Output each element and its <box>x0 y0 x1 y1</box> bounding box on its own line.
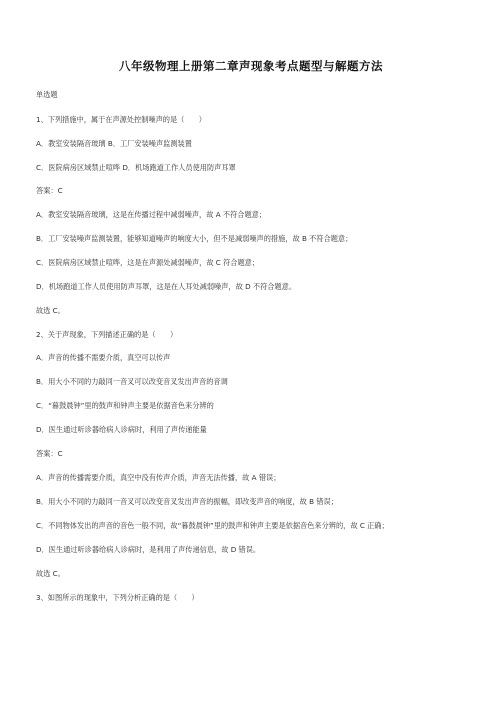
question-2-option-a: A．声音的传播不需要介质，真空可以传声 <box>36 353 171 362</box>
question-2-analysis-b: B．用大小不同的力敲同一音叉可以改变音叉发出声音的振幅，即改变声音的响度，故 B 错误； <box>36 497 338 506</box>
question-2-answer: 答案：C <box>36 449 63 458</box>
question-2-option-b: B．用大小不同的力敲同一音叉可以改变音叉发出声音的音调 <box>36 377 228 386</box>
question-2-option-d: D．医生通过听诊器给病人诊病时，利用了声传递能量 <box>36 425 207 434</box>
question-1-options-line-1: A．教室安装隔音玻璃 B．工厂安装噪声监测装置 <box>36 139 192 148</box>
question-1-stem: 1、下列措施中，属于在声源处控制噪声的是（ ） <box>36 115 206 124</box>
question-1-analysis-c: C．医院病房区域禁止喧哗，这是在声源处减弱噪声，故 C 符合题意； <box>36 258 260 267</box>
question-1-conclusion: 故选 C。 <box>36 306 65 315</box>
question-2-analysis-a: A．声音的传播需要介质，真空中没有传声介质，声音无法传播，故 A 错误； <box>36 473 281 482</box>
question-2-analysis-c: C．不同物体发出的声音的音色一般不同，故“暮鼓晨钟”里的鼓声和钟声主要是依据音色来分辨的，故 C 正确； <box>36 521 389 530</box>
question-1-analysis-a: A．教室安装隔音玻璃，这是在传播过程中减弱噪声，故 A 不符合题意； <box>36 210 267 219</box>
question-2-option-c: C．“暮鼓晨钟”里的鼓声和钟声主要是依据音色来分辨的 <box>36 401 214 410</box>
question-2-analysis-d: D．医生通过听诊器给病人诊病时，是利用了声传递信息，故 D 错误。 <box>36 545 261 554</box>
question-1-answer: 答案：C <box>36 186 63 195</box>
question-2-stem: 2、关于声现象，下列描述正确的是（ ） <box>36 330 178 339</box>
section-label: 单选题 <box>36 90 58 99</box>
question-2-conclusion: 故选 C。 <box>36 569 65 578</box>
question-3-stem: 3、如图所示的现象中，下列分析正确的是（ ） <box>36 593 199 602</box>
question-1-analysis-b: B．工厂安装噪声监测装置，能够知道噪声的响度大小，但不是减弱噪声的措施，故 B 不符合题意； <box>36 234 353 243</box>
question-1-options-line-2: C．医院病房区域禁止喧哗 D．机场跑道工作人员使用防声耳罩 <box>36 163 236 172</box>
page-title: 八年级物理上册第二章声现象考点题型与解题方法 <box>119 59 383 73</box>
question-1-analysis-d: D．机场跑道工作人员使用防声耳罩，这是在人耳处减弱噪声，故 D 不符合题意。 <box>36 282 297 291</box>
